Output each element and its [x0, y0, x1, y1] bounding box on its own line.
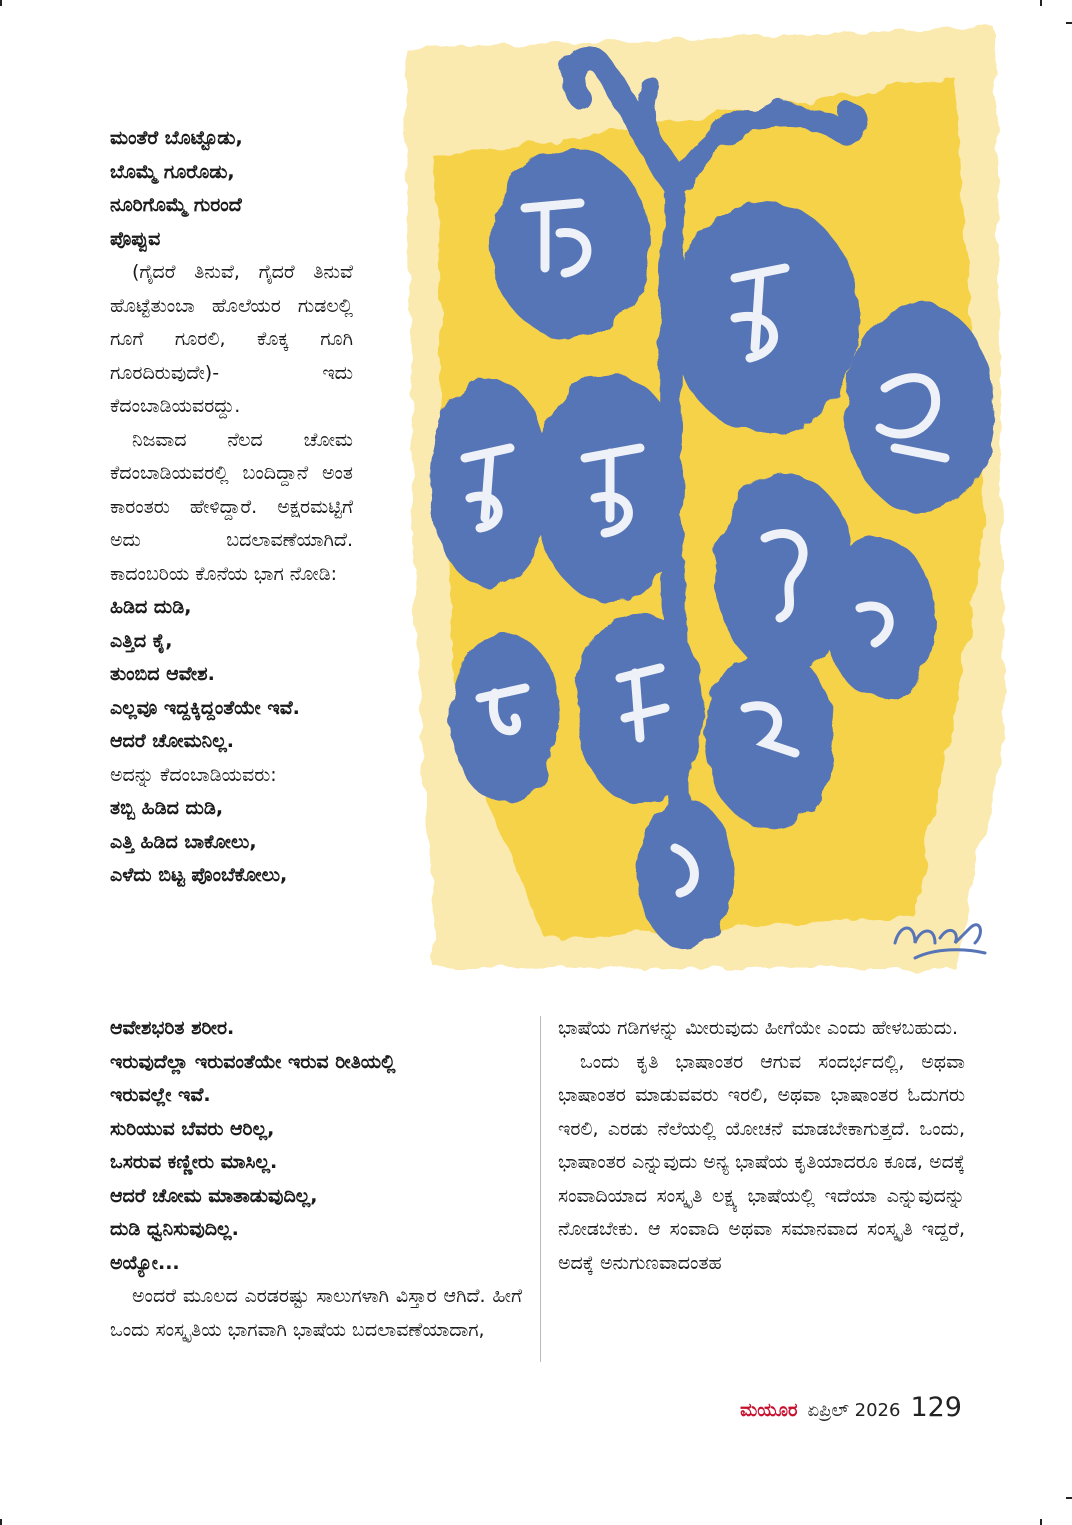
page-number: 129 [910, 1392, 962, 1423]
poem-line: ಒಸರುವ ಕಣ್ಣೀರು ಮಾಸಿಲ್ಲ. [110, 1151, 278, 1173]
poem-line: ತುಂಬಿದ ಆವೇಶ. [110, 663, 215, 685]
crop-mark [0, 0, 2, 6]
grape-illustration [395, 18, 1015, 988]
poem-line: ಆವೇಶಭರಿತ ಶರೀರ. [110, 1017, 235, 1039]
poem-line: ಆದರೆ ಚೋಮನಿಲ್ಲ. [110, 730, 234, 752]
poem-line: ಇರುವಲ್ಲೇ ಇವೆ. [110, 1084, 211, 1106]
paragraph: ನಿಜವಾದ ನೆಲದ ಚೋಮ ಕೆದಂಬಾಡಿಯವರಲ್ಲಿ ಬಂದಿದ್ದಾನೆ ಅಂತ ಕಾರಂತರು ಹೇಳಿದ್ದಾರೆ. ಅಕ್ಷರಮಟ್ಟಿಗೆ ಅದು ಬದಲಾವಣೆಯಾಗಿದೆ. ಕಾದಂಬರಿಯ ಕೊನೆಯ ಭಾಗ ನೋಡಿ: [110, 428, 353, 585]
poem-line: ಎತ್ತಿದ ಕೈ, [110, 629, 173, 652]
poem-line: ಬೊಮ್ಮೆ ಗೂರೊಡು, [110, 160, 235, 183]
left-column-bottom [110, 1012, 522, 1347]
crop-mark [1066, 1497, 1072, 1499]
intro-line: ಅದನ್ನು ಕೆದಂಬಾಡಿಯವರು: [110, 763, 277, 786]
poem-line: ತಬ್ಬಿ ಹಿಡಿದ ದುಡಿ, [110, 797, 224, 819]
right-column [558, 1012, 965, 1280]
poem-line: ಎಲ್ಲವೂ ಇದ್ದಕ್ಕಿದ್ದಂತೆಯೇ ಇವೆ. [110, 696, 300, 719]
poem-line: ನೂರಿಗೊಮ್ಮೆ ಗುರಂದೆ [110, 194, 242, 216]
paragraph: (ಗೈದರೆ ತಿನುವೆ, ಗೈದರೆ ತಿನುವೆ ಹೊಟ್ಟೆತುಂಬಾ ಹೊಲೆಯರ ಗುಡಲಲ್ಲಿ ಗೂಗೆ ಗೂರಲಿ, ಕೊಕ್ಕ ಗೂಗಿ ಗೂರದಿರುವುದೇ)- ಇದು ಕೆದಂಬಾಡಿಯವರದ್ದು. [110, 261, 353, 417]
column-divider [540, 1016, 541, 1362]
poem-line: ಎತ್ತಿ ಹಿಡಿದ ಬಾಕೋಲು, [110, 830, 257, 853]
issue-date: ಏಪ್ರಿಲ್ 2026 [807, 1400, 901, 1421]
poem-line: ಇರುವುದೆಲ್ಲಾ ಇರುವಂತೆಯೇ ಇರುವ ರೀತಿಯಲ್ಲಿ [110, 1050, 396, 1073]
crop-mark [0, 1519, 2, 1525]
poem-line: ಆದರೆ ಚೋಮ ಮಾತಾಡುವುದಿಲ್ಲ, [110, 1184, 318, 1207]
poem-line: ಮಂತೆರೆ ಬೊಟ್ಟೊಡು, [110, 127, 243, 149]
page-footer [740, 1392, 962, 1423]
poem-line: ಎಳೆದು ಬಿಟ್ಟ ಪೊಂಬೆಕೋಲು, [110, 864, 288, 886]
poem-line: ಅಯ್ಯೋ... [110, 1251, 180, 1274]
poem-line: ಸುರಿಯುವ ಬೆವರು ಆರಿಲ್ಲ, [110, 1117, 275, 1140]
left-column-top [110, 122, 353, 893]
paragraph: ಒಂದು ಕೃತಿ ಭಾಷಾಂತರ ಆಗುವ ಸಂದರ್ಭದಲ್ಲಿ, ಅಥವಾ ಭಾಷಾಂತರ ಮಾಡುವವರು ಇರಲಿ, ಅಥವಾ ಭಾಷಾಂತರ ಓದುಗರು ಇರಲಿ, ಎರಡು ನೆಲೆಯಲ್ಲಿ ಯೋಚನೆ ಮಾಡಬೇಕಾಗುತ್ತದೆ. ಒಂದು, ಭಾಷಾಂತರ ಎನ್ನುವುದು ಅನ್ಯ ಭಾಷೆಯ ಕೃತಿಯಾದರೂ ಕೂಡ, ಅದಕ್ಕೆ ಸಂವಾದಿಯಾದ ಸಂಸ್ಕೃತಿ ಲಕ್ಷ್ಯ ಭಾಷೆಯಲ್ಲಿ ಇದೆಯಾ ಎನ್ನುವುದನ್ನು ನೋಡಬೇಕು. ಆ ಸಂವಾದಿ ಅಥವಾ ಸಮಾನವಾದ ಸಂಸ್ಕೃತಿ ಇದ್ದರೆ, ಅದಕ್ಕೆ ಅನುಗುಣವಾದಂತಹ [558, 1050, 965, 1274]
crop-mark [1040, 1519, 1042, 1525]
paragraph: ಅಂದರೆ ಮೂಲದ ಎರಡರಷ್ಟು ಸಾಲುಗಳಾಗಿ ವಿಸ್ತಾರ ಆಗಿದೆ. ಹೀಗೆ ಒಂದು ಸಂಸ್ಕೃತಿಯ ಭಾಗವಾಗಿ ಭಾಷೆಯ ಬದಲಾವಣೆಯಾದಾಗ, [110, 1285, 522, 1341]
magazine-name: ಮಯೂರ [740, 1400, 798, 1421]
crop-mark [1040, 0, 1042, 6]
poem-line: ಹಿಡಿದ ದುಡಿ, [110, 596, 192, 618]
crop-mark [1066, 22, 1072, 24]
poem-line: ದುಡಿ ಧ್ವನಿಸುವುದಿಲ್ಲ. [110, 1218, 239, 1240]
poem-line: ಪೊಪ್ಪುವ [110, 227, 161, 250]
paragraph: ಭಾಷೆಯ ಗಡಿಗಳನ್ನು ಮೀರುವುದು ಹೀಗೆಯೇ ಎಂದು ಹೇಳಬಹುದು. [558, 1017, 959, 1039]
